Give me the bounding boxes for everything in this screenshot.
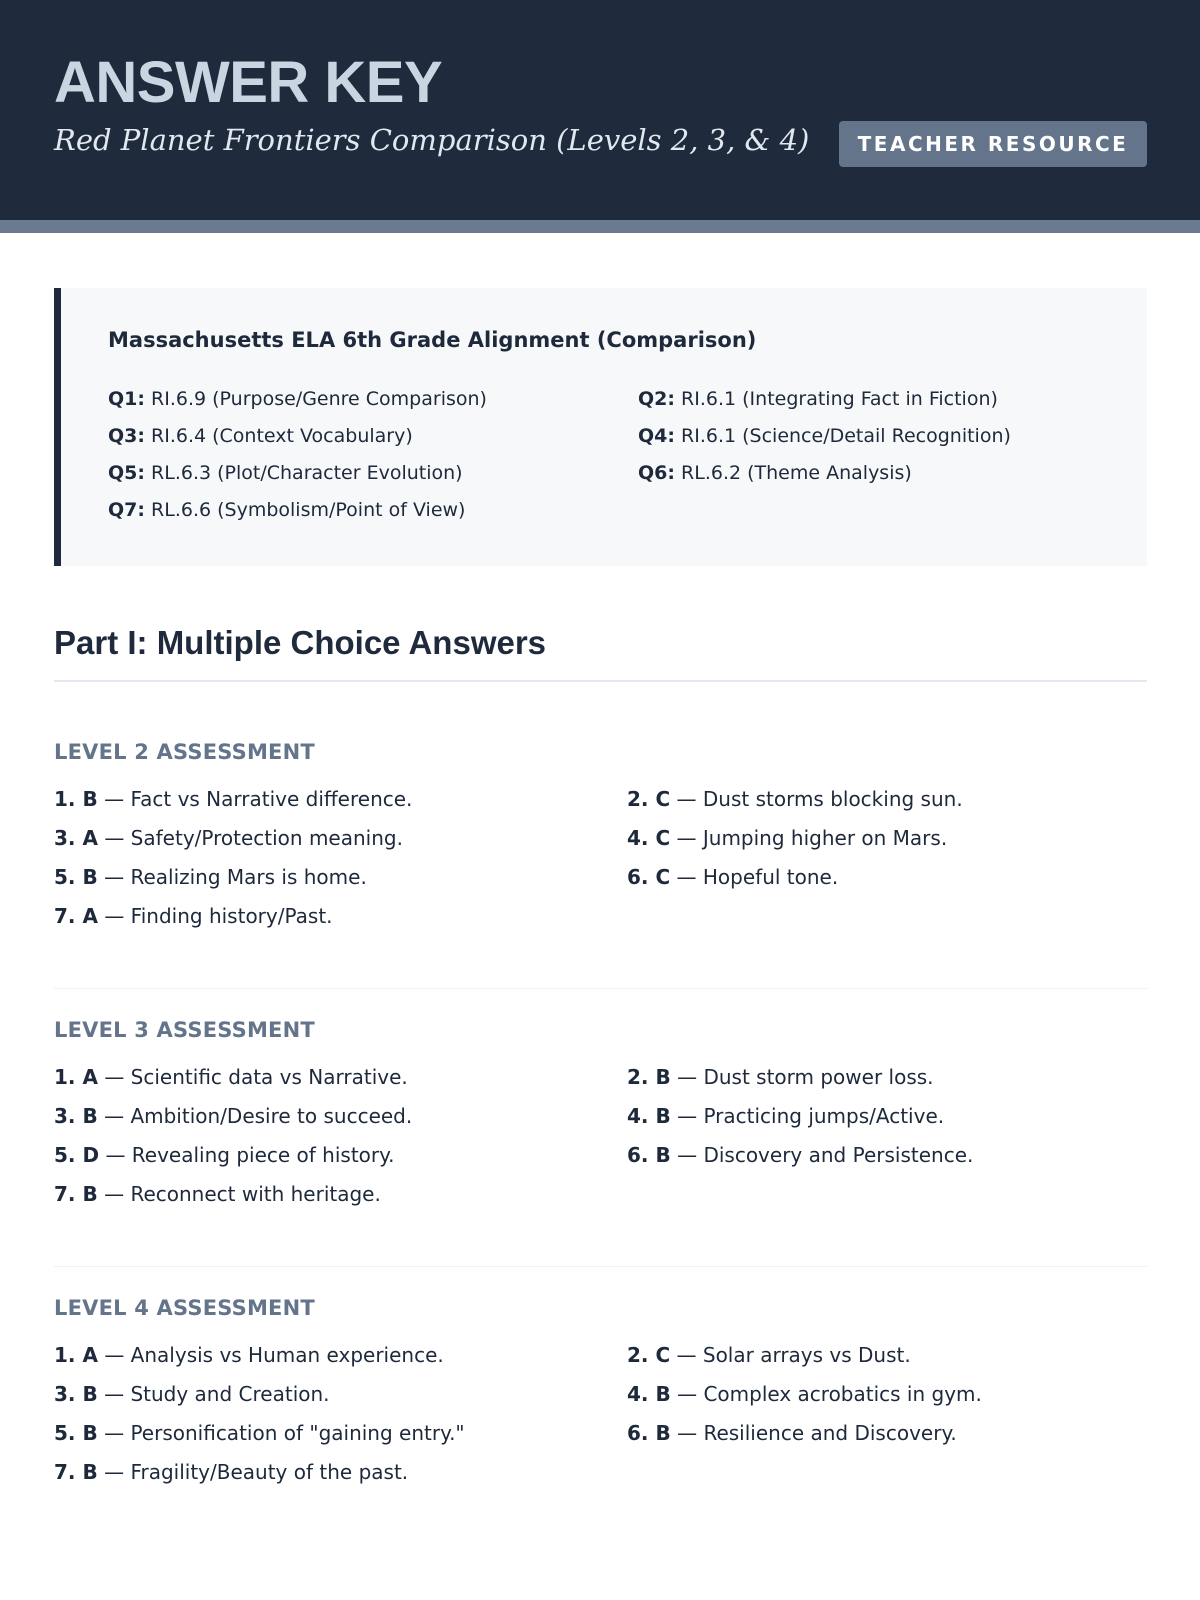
answer-number: 1. B <box>54 787 98 811</box>
answer-item <box>627 826 947 850</box>
answer-item <box>54 1382 330 1406</box>
answer-item <box>54 1421 465 1445</box>
level-4-heading: LEVEL 4 ASSESSMENT <box>54 1296 315 1320</box>
answer-text: — Fact vs Narrative difference. <box>104 787 413 811</box>
page-title: ANSWER KEY <box>54 50 443 115</box>
alignment-question: Q6: <box>638 462 675 484</box>
answer-number: 7. B <box>54 1460 98 1484</box>
standards-alignment-box <box>54 288 1147 566</box>
answer-item <box>54 1460 408 1484</box>
alignment-question: Q5: <box>108 462 145 484</box>
answer-number: 6. B <box>627 1143 671 1167</box>
alignment-question: Q3: <box>108 425 145 447</box>
answer-item <box>627 1382 982 1406</box>
answer-item <box>54 865 367 889</box>
alignment-standard: RI.6.1 (Science/Detail Recognition) <box>681 425 1011 447</box>
level-2-heading: LEVEL 2 ASSESSMENT <box>54 740 315 764</box>
answer-number: 3. B <box>54 1104 98 1128</box>
answer-text: — Safety/Protection meaning. <box>104 826 403 850</box>
answer-text: — Analysis vs Human experience. <box>104 1343 444 1367</box>
answer-item <box>627 865 838 889</box>
answer-text: — Ambition/Desire to succeed. <box>104 1104 413 1128</box>
answer-item <box>627 1104 944 1128</box>
answer-item <box>54 904 333 928</box>
answer-item <box>54 1343 444 1367</box>
answer-number: 1. A <box>54 1065 98 1089</box>
answer-number: 2. B <box>627 1065 671 1089</box>
alignment-standard: RL.6.3 (Plot/Character Evolution) <box>151 462 463 484</box>
answer-item <box>54 1182 381 1206</box>
divider <box>54 1266 1147 1267</box>
alignment-question: Q2: <box>638 388 675 410</box>
alignment-item <box>108 499 465 521</box>
alignment-item <box>108 462 463 484</box>
answer-text: — Scientific data vs Narrative. <box>104 1065 408 1089</box>
answer-text: — Personification of "gaining entry." <box>104 1421 465 1445</box>
answer-text: — Study and Creation. <box>104 1382 330 1406</box>
answer-number: 5. D <box>54 1143 100 1167</box>
answer-number: 7. A <box>54 904 98 928</box>
answer-number: 4. B <box>627 1104 671 1128</box>
answer-number: 2. C <box>627 1343 671 1367</box>
divider <box>54 680 1147 682</box>
answer-text: — Reconnect with heritage. <box>104 1182 381 1206</box>
answer-text: — Discovery and Persistence. <box>677 1143 974 1167</box>
answer-item <box>627 1065 934 1089</box>
alignment-item <box>108 425 413 447</box>
alignment-standard: RI.6.9 (Purpose/Genre Comparison) <box>151 388 487 410</box>
alignment-question: Q7: <box>108 499 145 521</box>
answer-number: 5. B <box>54 1421 98 1445</box>
answer-number: 4. C <box>627 826 671 850</box>
answer-text: — Solar arrays vs Dust. <box>676 1343 911 1367</box>
alignment-item <box>638 425 1011 447</box>
answer-item <box>627 787 963 811</box>
answer-number: 6. B <box>627 1421 671 1445</box>
answer-number: 2. C <box>627 787 671 811</box>
answer-text: — Dust storms blocking sun. <box>676 787 963 811</box>
alignment-title: Massachusetts ELA 6th Grade Alignment (Comparison) <box>108 328 757 352</box>
alignment-item <box>638 388 998 410</box>
answer-number: 3. A <box>54 826 98 850</box>
answer-number: 6. C <box>627 865 671 889</box>
level-3-heading: LEVEL 3 ASSESSMENT <box>54 1018 315 1042</box>
answer-text: — Fragility/Beauty of the past. <box>104 1460 409 1484</box>
alignment-standard: RL.6.2 (Theme Analysis) <box>681 462 912 484</box>
answer-text: — Finding history/Past. <box>104 904 333 928</box>
answer-number: 1. A <box>54 1343 98 1367</box>
answer-item <box>54 1143 394 1167</box>
answer-text: — Jumping higher on Mars. <box>676 826 948 850</box>
answer-number: 3. B <box>54 1382 98 1406</box>
alignment-item <box>638 462 912 484</box>
alignment-standard: RI.6.1 (Integrating Fact in Fiction) <box>681 388 998 410</box>
answer-item <box>54 1104 412 1128</box>
section-heading: Part I: Multiple Choice Answers <box>54 624 547 661</box>
answer-item <box>627 1143 973 1167</box>
alignment-question: Q1: <box>108 388 145 410</box>
page-subtitle: Red Planet Frontiers Comparison (Levels 2, 3, & 4) <box>54 123 810 157</box>
answer-text: — Complex acrobatics in gym. <box>677 1382 982 1406</box>
alignment-item <box>108 388 487 410</box>
answer-number: 5. B <box>54 865 98 889</box>
teacher-resource-badge: TEACHER RESOURCE <box>839 121 1147 167</box>
answer-number: 4. B <box>627 1382 671 1406</box>
divider <box>54 988 1147 989</box>
alignment-question: Q4: <box>638 425 675 447</box>
answer-item <box>627 1421 957 1445</box>
answer-text: — Hopeful tone. <box>676 865 839 889</box>
answer-text: — Revealing piece of history. <box>105 1143 395 1167</box>
alignment-standard: RL.6.6 (Symbolism/Point of View) <box>151 499 466 521</box>
answer-item <box>627 1343 911 1367</box>
answer-text: — Resilience and Discovery. <box>677 1421 957 1445</box>
answer-item <box>54 826 403 850</box>
answer-item <box>54 787 412 811</box>
answer-number: 7. B <box>54 1182 98 1206</box>
answer-item <box>54 1065 408 1089</box>
answer-text: — Realizing Mars is home. <box>104 865 367 889</box>
header-banner <box>0 0 1200 233</box>
alignment-standard: RI.6.4 (Context Vocabulary) <box>151 425 413 447</box>
answer-text: — Practicing jumps/Active. <box>677 1104 945 1128</box>
answer-text: — Dust storm power loss. <box>677 1065 934 1089</box>
